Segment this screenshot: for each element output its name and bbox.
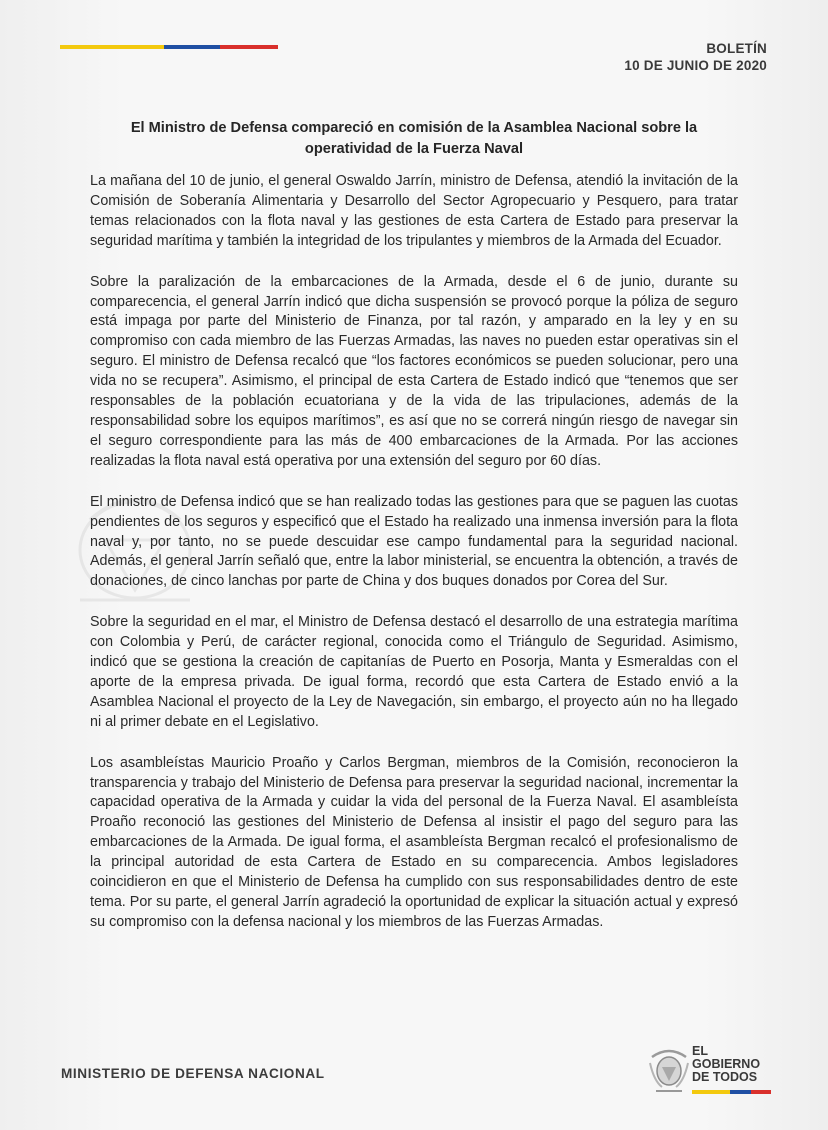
paragraph-5: Los asambleístas Mauricio Proaño y Carlos Bergman, miembros de la Comisión, reconocieron la transparencia y trabajo del Ministerio de Defensa para preservar la seguridad nacional, incrementar la capacidad operativa de la Armada y cuidar la vida del personal de la Fuerza Naval. El asambleísta Proaño reconoció las gestiones del Ministerio de Defensa al insistir el pago del seguro para las embarcaciones de la Armada. De igual forma, el asambleísta Bergman recalcó el profesionalismo de la principal autoridad de esta Cartera de Estado en su comparecencia. Ambos legisladores coincidieron en que el Ministerio de Defensa ha cumplido con sus responsabilidades dentro de este tema. Por su parte, el general Jarrín agradeció la oportunidad de explicar la situación actual y expresó su compromiso con la defensa nacional y los miembros de las Fuerzas Armadas. [90,754,738,930]
logo-line-el: EL [692,1044,708,1058]
bulletin-label: BOLETÍN [706,41,767,56]
paragraph-2: Sobre la paralización de la embarcaciones de la Armada, desde el 6 de junio, durante su comparecencia, el general Jarrín indicó que dicha suspensión se provocó porque la póliza de seguro está impaga por parte del Ministerio de Finanza, por tal razón, y amparado en la ley y en su compromiso con cada miembro de las Fuerzas Armadas, las naves no pueden estar operativas sin el seguro. El ministro de Defensa recalcó que “los factores económicos se pueden solucionar, pero una vida no se recupera”. Asimismo, el principal de esta Cartera de Estado indicó que “tenemos que ser responsables de la población ecuatoriana y de la vida de las tripulaciones, además de la responsabilidad sobre los equipos marítimos”, es así que no se correrá ningún riesgo de navegar sin el seguro correspondiente para las más de 400 embarcaciones de la Armada. Por las acciones realizadas la flota naval está operativa por una extensión del seguro por 60 días. [90,273,738,469]
paragraph-3: El ministro de Defensa indicó que se han realizado todas las gestiones para que se paguen las cuotas pendientes de los seguros y especificó que el Estado ha realizado una inmensa inversión para la flota naval y, por tanto, no se puede descuidar ese campo fundamental para la seguridad nacional. Además, el general Jarrín señaló que, entre la labor ministerial, se encuentra la obtención, a través de donaciones, de cinco lanchas por parte de China y dos buques donados por Corea del Sur. [90,493,738,590]
paragraph-4: Sobre la seguridad en el mar, el Ministro de Defensa destacó el desarrollo de una estrategia marítima con Colombia y Perú, de carácter regional, conocida como el Triángulo de Seguridad. Asimismo, indicó que se gestiona la creación de capitanías de Puerto en Posorja, Manta y Esmeraldas con el aporte de la empresa privada. De igual forma, recordó que esta Cartera de Estado envió a la Asamblea Nacional el proyecto de la Ley de Navegación, sin embargo, el proyecto aún no ha llegado ni al primer debate en el Legislativo. [90,614,738,730]
flag-color-bar [60,45,278,49]
press-release-headline: El Ministro de Defensa compareció en comisión de la Asamblea Nacional sobre la operatividad de la Fuerza Naval [130,120,698,157]
logo-flag-bar [692,1090,771,1094]
flag-blue-segment [164,45,220,49]
gobierno-de-todos-logo [648,1045,773,1100]
article-body [90,172,738,954]
footer-ministry-name: MINISTERIO DE DEFENSA NACIONAL [61,1066,325,1081]
logo-yellow-segment [692,1090,730,1094]
logo-blue-segment [730,1090,751,1094]
paragraph-1: La mañana del 10 de junio, el general Oswaldo Jarrín, ministro de Defensa, atendió la invitación de la Comisión de Soberanía Alimentaria y Desarrollo del Sector Agropecuario y Pesquero, para tratar temas relacionados con la flota naval y las gestiones de esta Cartera de Estado para preservar la seguridad marítima y también la integridad de los tripulantes y miembros de la Armada del Ecuador. [90,173,738,249]
ecuador-seal-icon [648,1047,690,1093]
logo-line-de-todos: DE TODOS [692,1070,758,1084]
flag-yellow-segment [60,45,164,49]
bulletin-date: 10 DE JUNIO DE 2020 [624,58,767,73]
logo-line-gobierno: GOBIERNO [692,1057,761,1071]
logo-wordmark [692,1045,760,1084]
flag-red-segment [220,45,278,49]
logo-red-segment [751,1090,771,1094]
bulletin-header [624,40,767,74]
